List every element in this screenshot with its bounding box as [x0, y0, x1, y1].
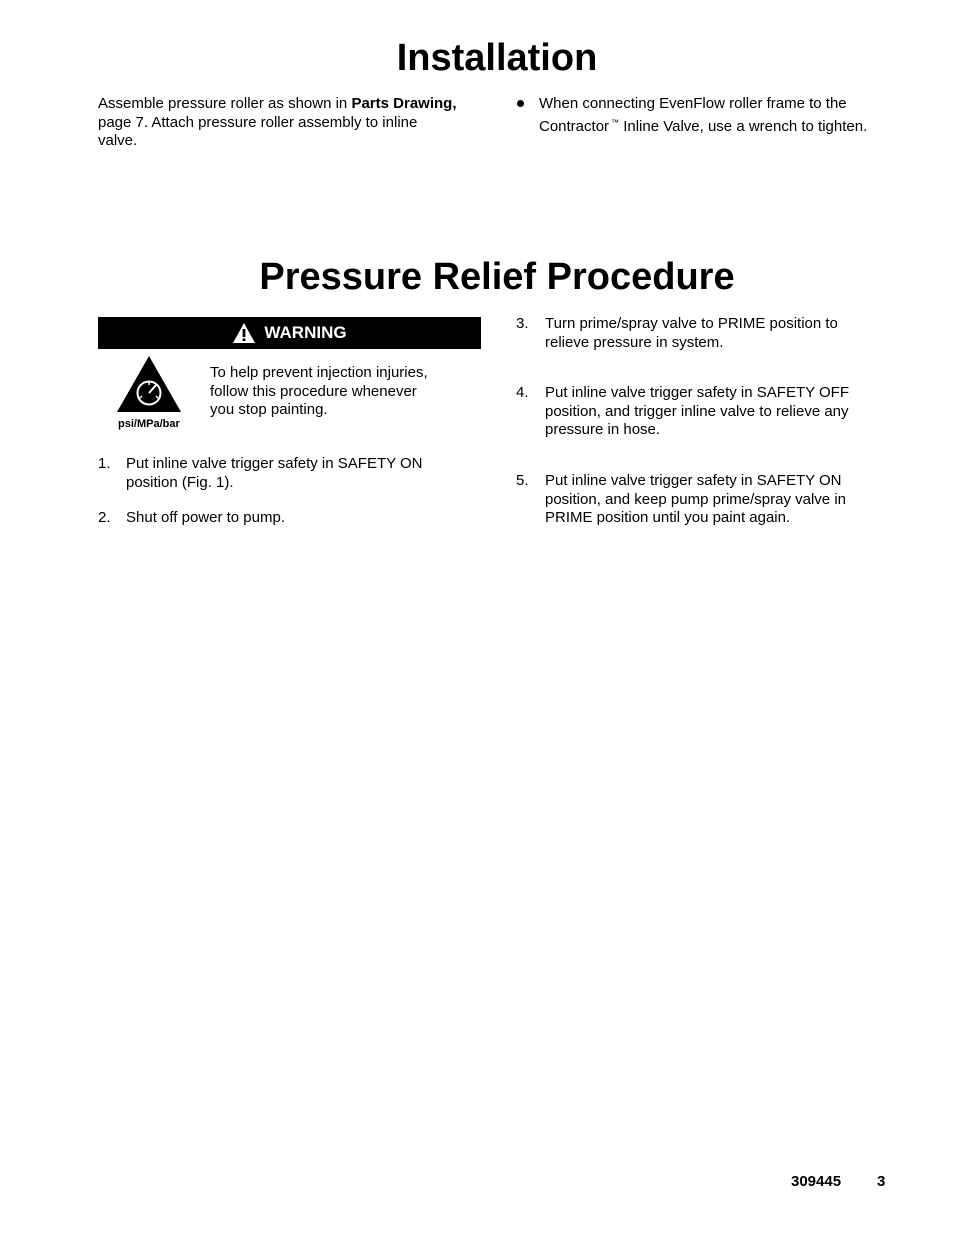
warning-triangle-icon	[232, 322, 256, 344]
step-text	[545, 472, 915, 528]
step-number: 4.	[516, 384, 529, 401]
step-line: pressure in hose.	[545, 421, 661, 439]
installation-text: Assemble pressure roller as shown in	[98, 95, 352, 112]
step-line: Shut off power to pump.	[126, 509, 285, 526]
step-line: Put inline valve trigger safety in SAFETY OFF	[545, 384, 850, 401]
gauge-caption: psi/MPa/bar	[118, 418, 180, 430]
step-line: relieve pressure in system.	[545, 333, 724, 351]
parts-drawing-reference: Parts Drawing,	[351, 95, 457, 112]
bullet-line2b: Inline Valve, use a wrench to tighten.	[619, 117, 868, 135]
warning-text	[210, 364, 475, 420]
warning-text-line: you stop painting.	[210, 401, 328, 419]
step-number: 2.	[98, 509, 111, 526]
step-text	[545, 315, 915, 352]
document-number: 309445	[791, 1173, 842, 1190]
step-line: Put inline valve trigger safety in SAFETY ON	[545, 472, 842, 489]
warning-banner	[98, 317, 481, 349]
installation-bullet-text	[539, 95, 909, 136]
step-line: position, and trigger inline valve to relieve any	[545, 402, 849, 420]
warning-text-line: follow this procedure whenever	[210, 382, 417, 400]
step-text	[126, 455, 476, 492]
step-number: 1.	[98, 455, 111, 472]
bullet-line1: When connecting EvenFlow roller frame to the	[539, 95, 847, 112]
step-line: Turn prime/spray valve to PRIME position to	[545, 315, 838, 332]
step-line: position, and keep pump prime/spray valve in	[545, 490, 846, 508]
bullet-dot	[517, 100, 524, 107]
step-text	[545, 384, 915, 440]
step-line: PRIME position until you paint again.	[545, 509, 791, 527]
step-number: 3.	[516, 315, 529, 332]
installation-title: Installation	[396, 37, 598, 79]
step-text	[126, 509, 476, 528]
warning-label: WARNING	[264, 323, 347, 342]
step-number: 5.	[516, 472, 529, 489]
pressure-gauge-hazard-icon	[116, 355, 182, 413]
installation-text-line2: page 7. Attach pressure roller assembly to inline	[98, 113, 418, 131]
step-line: Put inline valve trigger safety in SAFETY ON	[126, 455, 423, 472]
warning-text-line: To help prevent injection injuries,	[210, 364, 428, 381]
step-line: position (Fig. 1).	[126, 473, 234, 491]
bullet-line2a: Contractor	[539, 117, 610, 135]
trademark-symbol: ™	[611, 117, 620, 127]
installation-text-line3: valve.	[98, 132, 138, 150]
installation-paragraph	[98, 95, 483, 151]
pressure-relief-title: Pressure Relief Procedure	[259, 256, 735, 298]
page-number: 3	[877, 1173, 886, 1190]
